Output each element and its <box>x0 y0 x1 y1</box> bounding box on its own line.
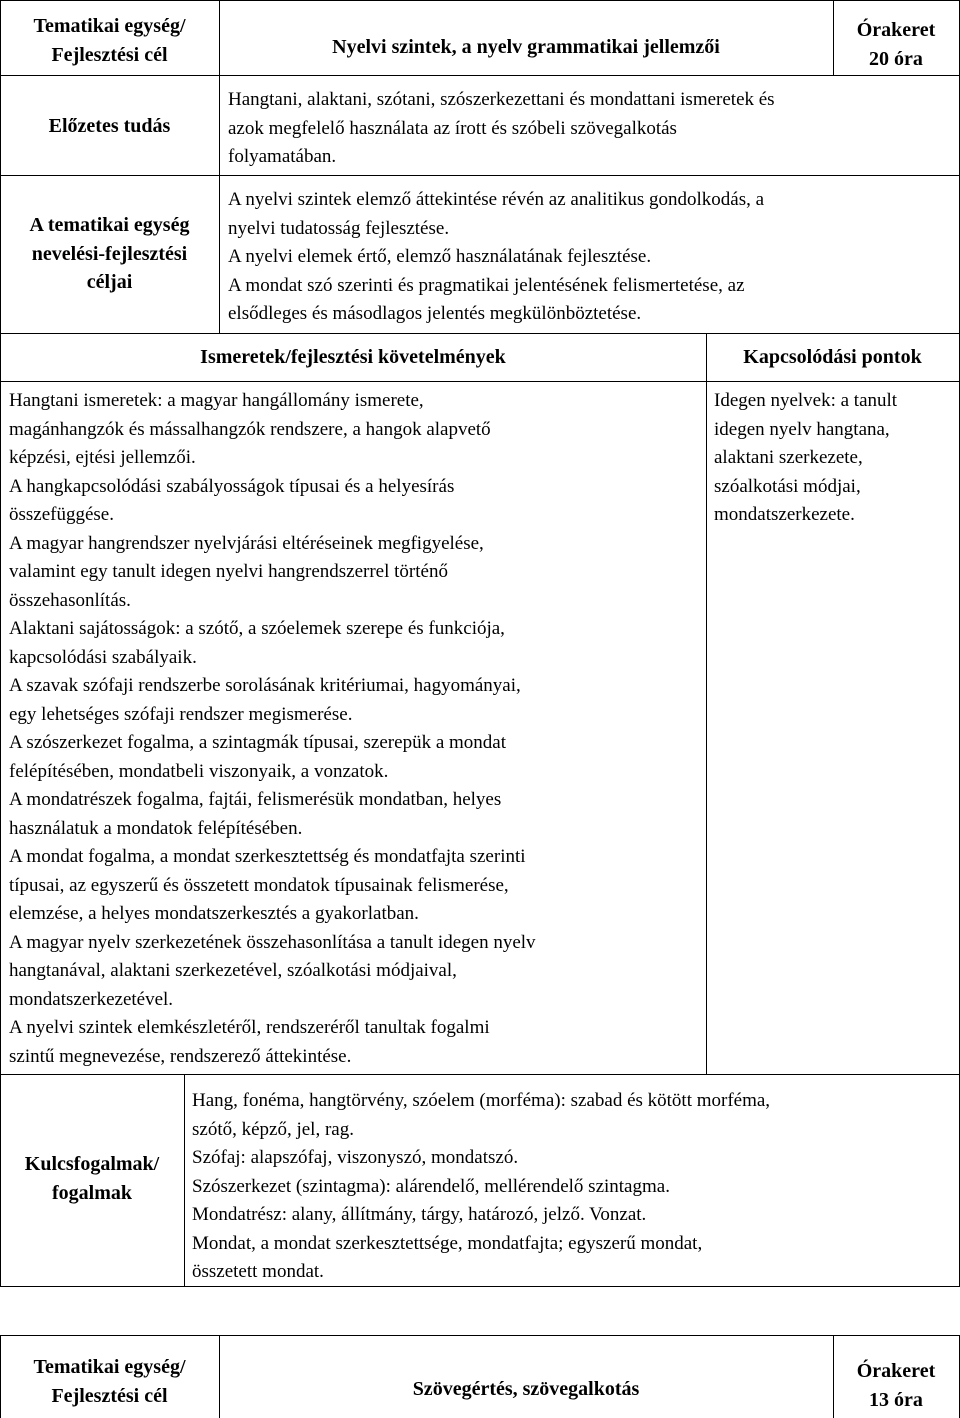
unit2-title: Szövegértés, szövegalkotás <box>412 1378 640 1400</box>
key-concepts-text: Hang, fonéma, hangtörvény, szóelem (morféma): szabad és kötött morféma, szótő, képző, jel, rag. Szófaj: alapszófaj, viszonyszó, mondatszó. Szószerkezet (szintagma): alárendelő, mellérendelő szintagma. Mondatrész: alany, állítmány, tárgy, határozó, jelző. Vonzat. Mondat, a mondat szerkesztettsége, mondatfajta; egyszerű mondat, összetett mondat. <box>192 1090 771 1282</box>
prior-knowledge-label: Előzetes tudás <box>48 115 171 137</box>
prior-knowledge-text: Hangtani, alaktani, szótani, szószerkezettani és mondattani ismeretek és azok megfelelő használata az írott és szóbeli szövegalkotás folyamatában. <box>228 89 775 167</box>
hours-label: Órakeret <box>856 19 936 41</box>
unit-label-header: Tematikai egység/ Fejlesztési cél <box>33 15 186 66</box>
unit2-hours-box <box>833 1357 959 1415</box>
unit2-hours-value: 13 óra <box>869 1389 923 1411</box>
requirements-text: Hangtani ismeretek: a magyar hangállomány ismerete, magánhangzók és mássalhangzók rendszere, a hangok alapvető képzési, ejtési jellemzői. A hangkapcsolódási szabályosságok típusai és a helyesírás összefüggése. A magyar hangrendszer nyelvjárási eltéréseinek megfigyelése, valamint egy tanult idegen nyelvi hangrendszerrel történő összehasonlítás. Alaktani sajátosságok: a szótő, a szóelemek szerepe és funkciója, kapcsolódási szabályaik. A szavak szófaji rendszerbe sorolásának kritériumai, hagyományai, egy lehetséges szófaji rendszer megismerése. A szószerkezet fogalma, a szintagmák típusai, szerepük a mondat felépítésében, mondatbeli viszonyaik, a vonzatok. A mondatrészek fogalma, fajtái, felismerésük mondatban, helyes használatuk a mondatok felépítésében. A mondat fogalma, a mondat szerkesztettség és mondatfajta szerinti típusai, az egyszerű és összetett mondatok típusainak felismerése, elemzése, a helyes mondatszerkesztés a gyakorlatban. A magyar nyelv szerkezetének összehasonlítása a tanult idegen nyelv hangtanával, alaktani szerkezetével, szóalkotási módjaival, mondatszerkezetével. A nyelvi szintek elemkészletéről, rendszeréről tanultak fogalmi szintű megnevezése, rendszerező áttekintése. <box>9 390 536 1067</box>
key-concepts-label: Kulcsfogalmak/ fogalmak <box>24 1153 160 1204</box>
unit-title: Nyelvi szintek, a nyelv grammatikai jellemzői <box>332 36 720 58</box>
unit2-label-header: Tematikai egység/ Fejlesztési cél <box>33 1356 186 1407</box>
unit2-hours-label: Órakeret <box>856 1360 936 1382</box>
goals-text: A nyelvi szintek elemző áttekintése révén az analitikus gondolkodás, a nyelvi tudatosság fejlesztése. A nyelvi elemek értő, elemző használatának fejlesztése. A mondat szó szerinti és pragmatikai jelentésének felismertetése, az elsődleges és másodlagos jelentés megkülönböztetése. <box>228 189 765 324</box>
goals-label: A tematikai egység nevelési-fejlesztési céljai <box>29 214 190 293</box>
requirements-header: Ismeretek/fejlesztési követelmények <box>200 346 506 368</box>
hours-value: 20 óra <box>869 48 923 70</box>
hours-box <box>833 16 959 74</box>
connections-header: Kapcsolódási pontok <box>743 346 922 368</box>
connections-text: Idegen nyelvek: a tanult idegen nyelv hangtana, alaktani szerkezete, szóalkotási módjai, mondatszerkezete. <box>714 390 898 525</box>
